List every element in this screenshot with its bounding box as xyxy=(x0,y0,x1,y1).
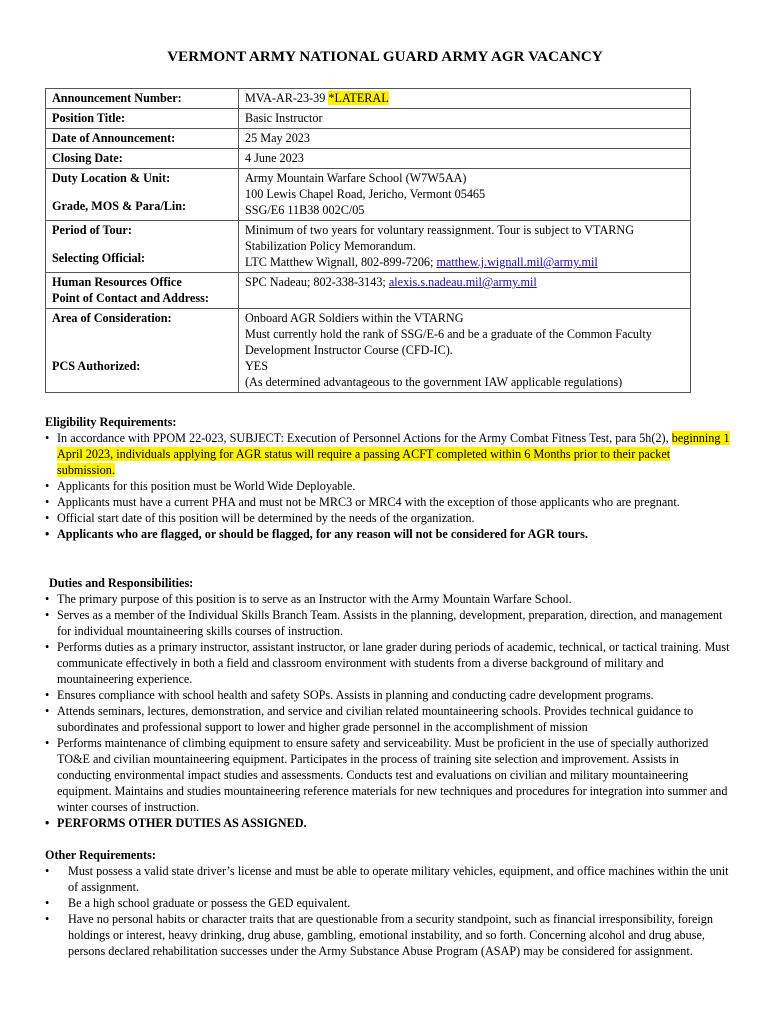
grade-value: SSG/E6 11B38 002C/05 xyxy=(245,203,365,217)
list-item: • Performs duties as a primary instructor, assistant instructor, or lane grader during periods of academic, technical, or tactical training. Must communicate effectively in both a field and classroom environment with students from a diverse background of military and mountaineering experience. xyxy=(45,639,730,687)
table-row xyxy=(46,149,691,169)
other-requirements-list xyxy=(45,863,730,959)
selecting-official-email-link[interactable]: matthew.j.wignall.mil@army.mil xyxy=(436,255,598,269)
announcement-number-text: MVA-AR-23-39 xyxy=(245,91,329,105)
hr-poc-value xyxy=(239,273,691,309)
hr-poc-label-line1: Human Resources Office xyxy=(52,275,182,289)
closing-date-label: Closing Date: xyxy=(46,149,239,169)
area-of-consideration-line1: Onboard AGR Soldiers within the VTARNG xyxy=(245,311,464,325)
closing-date-value: 4 June 2023 xyxy=(239,149,691,169)
area-of-consideration-label: Area of Consideration: xyxy=(52,311,172,325)
tour-selecting-labels xyxy=(46,221,239,273)
table-row xyxy=(46,129,691,149)
date-value: 25 May 2023 xyxy=(239,129,691,149)
list-item: • PERFORMS OTHER DUTIES AS ASSIGNED. xyxy=(45,815,730,831)
list-item xyxy=(45,430,730,478)
area-pcs-labels xyxy=(46,309,239,393)
duty-location-label: Duty Location & Unit: xyxy=(52,171,171,185)
selecting-official-label: Selecting Official: xyxy=(52,251,146,265)
hr-poc-label xyxy=(46,273,239,309)
area-pcs-values xyxy=(239,309,691,393)
list-item: • Ensures compliance with school health and safety SOPs. Assists in planning and conducting cadre development programs. xyxy=(45,687,730,703)
position-title-value: Basic Instructor xyxy=(239,109,691,129)
pcs-authorized-label: PCS Authorized: xyxy=(52,359,141,373)
area-of-consideration-line2: Must currently hold the rank of SSG/E-6 and be a graduate of the Common Faculty Development Instructor Course (CFD-IC). xyxy=(245,327,652,357)
table-row xyxy=(46,169,691,221)
duty-grade-values xyxy=(239,169,691,221)
list-item: • Applicants who are flagged, or should be flagged, for any reason will not be considered for AGR tours. xyxy=(45,526,730,542)
page-title: VERMONT ARMY NATIONAL GUARD ARMY AGR VACANCY xyxy=(167,49,603,65)
duty-location-line2: 100 Lewis Chapel Road, Jericho, Vermont 05465 xyxy=(245,187,486,201)
announcement-number-value xyxy=(239,89,691,109)
table-row xyxy=(46,221,691,273)
list-item: • Performs maintenance of climbing equipment to ensure safety and serviceability. Must be proficient in the use of specially authorized TO&E and civilian mountaineering equipment. Participates in the process of training site selection and improvement. Assists in conducting environmental impact studies and assessments. Conducts test and evaluations on civilian and military mountaineering equipment. Maintains and studies mountaineering reference materials for new techniques and procedures for integration into summer and winter courses of instruction. xyxy=(45,735,730,815)
table-row xyxy=(46,309,691,393)
selecting-official-value xyxy=(245,254,684,270)
duties-heading: Duties and Responsibilities: xyxy=(49,576,194,590)
duty-grade-labels xyxy=(46,169,239,221)
date-label: Date of Announcement: xyxy=(46,129,239,149)
table-row xyxy=(46,89,691,109)
list-item: • Official start date of this position will be determined by the needs of the organization. xyxy=(45,510,730,526)
eligibility-section xyxy=(45,414,730,542)
acft-requirement-text: In accordance with PPOM 22-023, SUBJECT: Execution of Personnel Actions for the Army Combat Fitness Test, para 5h(2), xyxy=(57,431,672,445)
lateral-highlight: *LATERAL xyxy=(328,91,389,105)
table-row xyxy=(46,273,691,309)
list-item: • Serves as a member of the Individual Skills Branch Team. Assists in the planning, development, preparation, direction, and management for individual mountaineering skills courses of instruction. xyxy=(45,607,730,639)
hr-poc-label-line2: Point of Contact and Address: xyxy=(52,291,209,305)
list-item: • The primary purpose of this position is to serve as an Instructor with the Army Mountain Warfare School. xyxy=(45,591,730,607)
vacancy-info-table xyxy=(45,88,691,393)
pcs-authorized-value: YES xyxy=(245,359,269,373)
other-requirements-section xyxy=(45,847,730,959)
list-item: • Have no personal habits or character traits that are questionable from a security standpoint, such as financial irresponsibility, foreign holdings or interest, heavy drinking, drug abuse, gambling, emotional instability, and so forth. Concerning alcohol and drug abuse, persons declared rehabilitation successes under the Army Substance Abuse Program (ASAP) may be considered for assignment. xyxy=(45,911,730,959)
duties-list-wrap xyxy=(45,591,730,831)
hr-poc-text: SPC Nadeau; 802-338-3143; xyxy=(245,275,389,289)
selecting-official-text: LTC Matthew Wignall, 802-899-7206; xyxy=(245,255,437,269)
other-requirements-heading: Other Requirements: xyxy=(45,848,156,862)
list-item: • Must possess a valid state driver’s license and must be able to operate military vehicles, equipment, and office machines within the unit of assignment. xyxy=(45,863,730,895)
table-row xyxy=(46,109,691,129)
list-item: • Applicants for this position must be World Wide Deployable. xyxy=(45,478,730,494)
duty-location-line1: Army Mountain Warfare School (W7W5AA) xyxy=(245,171,467,185)
pcs-authorized-note: (As determined advantageous to the government IAW applicable regulations) xyxy=(245,375,623,389)
position-title-label: Position Title: xyxy=(46,109,239,129)
list-item: • Applicants must have a current PHA and must not be MRC3 or MRC4 with the exception of those applicants who are pregnant. xyxy=(45,494,730,510)
period-of-tour-label: Period of Tour: xyxy=(52,223,132,237)
list-item: • Be a high school graduate or possess the GED equivalent. xyxy=(45,895,730,911)
hr-poc-email-link[interactable]: alexis.s.nadeau.mil@army.mil xyxy=(388,275,537,289)
period-of-tour-value: Minimum of two years for voluntary reassignment. Tour is subject to VTARNG Stabilization Policy Memorandum. xyxy=(245,223,635,253)
acft-requirement-highlight: beginning 1 April 2023, individuals applying for AGR status will require a passing ACFT completed within 6 Months prior to their packet submission. xyxy=(57,431,730,477)
announcement-number-label: Announcement Number: xyxy=(46,89,239,109)
duties-section xyxy=(49,575,730,591)
tour-selecting-values xyxy=(239,221,691,273)
duties-list xyxy=(45,591,730,831)
eligibility-list xyxy=(45,430,730,542)
eligibility-heading: Eligibility Requirements: xyxy=(45,415,177,429)
list-item: • Attends seminars, lectures, demonstration, and service and civilian related mountaineering schools. Provides technical guidance to subordinates and professional support to lower and higher grade personnel in the accomplishment of mission xyxy=(45,703,730,735)
grade-label: Grade, MOS & Para/Lin: xyxy=(52,199,187,213)
